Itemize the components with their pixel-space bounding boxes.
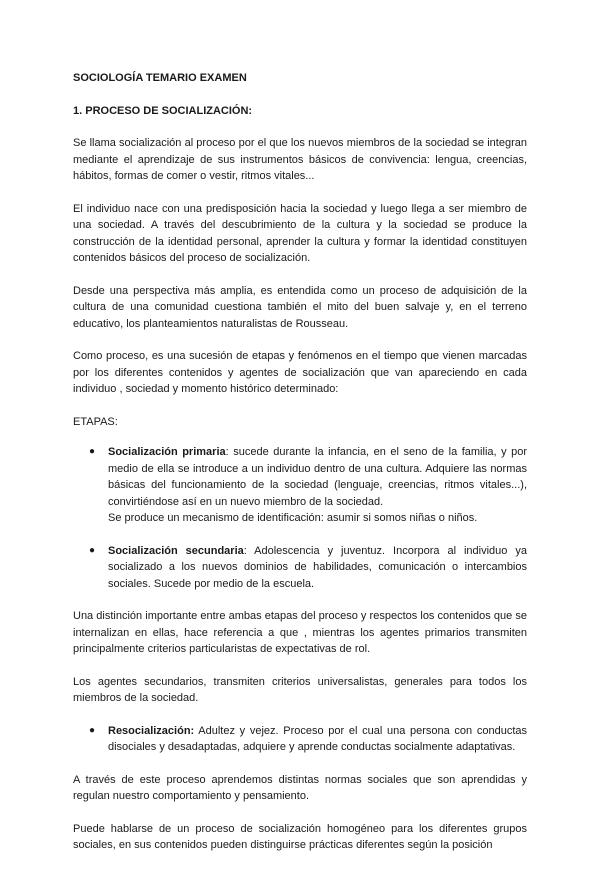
text-secundaria: : Adolescencia y juventuz. Incorpora al individuo ya socializado a los nuevos dominios de habilidades, comunicación o intercambios sociales. Sucede por medio de la escuela. [108, 544, 527, 590]
bullet-icon: ● [89, 724, 96, 736]
list-item-primaria [73, 444, 527, 527]
paragraph-homogeneous: Puede hablarse de un proceso de socialización homogéneo para los diferentes grupos sociales, en sus contenidos pueden distinguirse prácticas diferentes según la posición [73, 822, 527, 851]
document-title: SOCIOLOGÍA TEMARIO EXAMEN [73, 72, 247, 84]
section-heading: 1. PROCESO DE SOCIALIZACIÓN: [73, 104, 253, 117]
paragraph-perspective: Desde una perspectiva más amplia, es entendida como un proceso de adquisición de la cultura de una comunidad cuestiona también el mito del buen salvaje y, en el terreno educativo, los planteamientos naturalistas de Rousseau. [73, 284, 527, 330]
note-primaria: Se produce un mecanismo de identificación: asumir si somos niñas o niños. [108, 512, 478, 524]
resocialization-list [73, 723, 527, 756]
paragraph-process: Como proceso, es una sucesión de etapas y fenómenos en el tiempo que vienen marcadas por los diferentes contenidos y agentes de socialización que van apareciendo en cada individuo , sociedad y momento histórico determinado: [73, 350, 527, 395]
stages-list [73, 444, 527, 592]
term-primaria: Socialización primaria [108, 446, 226, 458]
list-item-secundaria [73, 543, 527, 593]
paragraph-norms: A través de este proceso aprendemos distintas normas sociales que son aprendidas y regulan nuestro comportamiento y pensamiento. [73, 773, 527, 802]
list-item-resocializacion [73, 723, 527, 756]
text-resocializacion: Adultez y vejez. Proceso por el cual una persona con conductas disociales y desadaptadas, adquiere y aprende conductas socialmente adaptativas. [108, 724, 527, 753]
paragraph-individual: El individuo nace con una predisposición hacia la sociedad y luego llega a ser miembro de una sociedad. A través del descubrimiento de la cultura y la sociedad se produce la construcción de la identidad personal, aprender la cultura y formar la identidad constituyen contenidos básicos del proceso de socialización. [73, 202, 527, 264]
bullet-icon: ● [89, 544, 96, 556]
paragraph-distinction: Una distinción importante entre ambas etapas del proceso y respectos los contenidos que se internalizan en ellas, hace referencia a que , mientras los agentes primarios transmiten principalmente criterios particularistas de expectativas de rol. [73, 610, 527, 655]
document-body [73, 70, 527, 870]
paragraph-definition: Se llama socialización al proceso por el que los nuevos miembros de la sociedad se integran mediante el aprendizaje de sus instrumentos básicos de convivencia: lengua, creencias, hábitos, formas de comer o vestir, ritmos vitales... [73, 137, 527, 182]
paragraph-secondary-agents: Los agentes secundarios, transmiten criterios universalistas, generales para todos los miembros de la sociedad. [73, 675, 527, 704]
text-primaria: : sucede durante la infancia, en el seno de la familia, y por medio de ella se introduce a un individuo dentro de una cultura. Adquiere las normas básicas del funcionamiento de la sociedad (lenguaje, creencias, ritmos vitales...), convirtiéndose así en un nuevo miembro de la sociedad. [108, 446, 528, 508]
etapas-label: ETAPAS: [73, 415, 118, 428]
bullet-icon: ● [89, 446, 96, 457]
term-resocializacion: Resocialización: [108, 724, 195, 737]
term-secundaria: Socialización secundaria [108, 544, 244, 557]
